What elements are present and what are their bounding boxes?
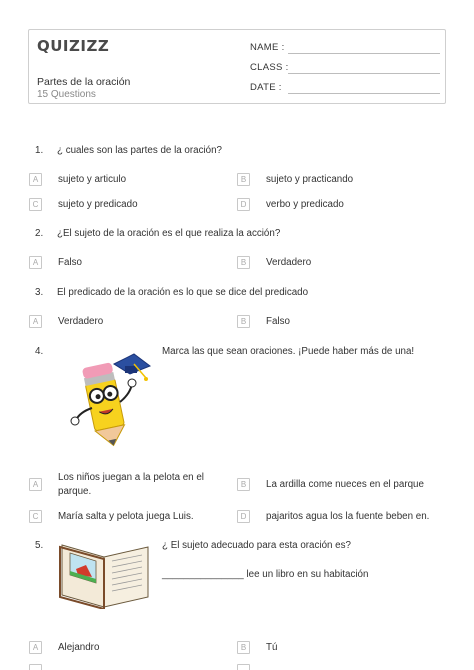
- option-letter-badge-partial: [29, 664, 42, 670]
- option-text: Los niños juegan a la pelota en el parque.: [58, 472, 204, 497]
- option-text: sujeto y predicado: [58, 199, 138, 210]
- class-line: [288, 73, 440, 74]
- worksheet-title: Partes de la oración: [37, 76, 131, 88]
- date-label: DATE :: [250, 82, 282, 93]
- option-letter-badge-partial: [237, 664, 250, 670]
- option-letter-badge: B: [237, 478, 250, 491]
- option-letter-badge: A: [29, 641, 42, 654]
- option-text: La ardilla come nueces en el parque: [266, 479, 424, 490]
- question-number: 2.: [35, 228, 44, 239]
- class-label: CLASS :: [250, 62, 289, 73]
- option-text: verbo y predicado: [266, 199, 344, 210]
- option-letter-badge: D: [237, 510, 250, 523]
- question-text: ¿El sujeto de la oración es el que realiza la acción?: [57, 228, 281, 239]
- option-text: sujeto y articulo: [58, 174, 127, 185]
- pencil-mascot-image: [62, 350, 152, 450]
- question-number: 3.: [35, 287, 44, 298]
- option-text: Verdadero: [266, 257, 312, 268]
- question-count: 15 Questions: [37, 89, 96, 100]
- option-letter-badge: A: [29, 256, 42, 269]
- name-line: [288, 53, 440, 54]
- name-field[interactable]: [250, 42, 285, 53]
- question-text: ¿ cuales son las partes de la oración?: [57, 145, 223, 156]
- option-text: Tú: [266, 642, 278, 653]
- option-text: Falso: [58, 257, 82, 268]
- option-text: sujeto y practicando: [266, 174, 354, 185]
- option-text: Verdadero: [58, 316, 104, 327]
- question-number: 5.: [35, 540, 44, 551]
- date-line: [288, 93, 440, 94]
- option-text: Alejandro: [58, 642, 100, 653]
- open-book-image: [58, 537, 152, 609]
- question-sentence: _______________ lee un libro en su habitación: [162, 569, 369, 580]
- question-text: El predicado de la oración es lo que se dice del predicado: [57, 287, 309, 298]
- option-letter-badge: D: [237, 198, 250, 211]
- option-letter-badge: A: [29, 478, 42, 491]
- question-number: 1.: [35, 145, 44, 156]
- option-text: María salta y pelota juega Luis.: [58, 511, 194, 522]
- question-text: ¿ El sujeto adecuado para esta oración es?: [162, 540, 351, 551]
- option-text: pajaritos agua los la fuente beben en.: [266, 511, 430, 522]
- option-letter-badge: B: [237, 641, 250, 654]
- question-text: Marca las que sean oraciones. ¡Puede haber más de una!: [162, 346, 415, 357]
- option-letter-badge: C: [29, 510, 42, 523]
- name-label: NAME :: [250, 42, 285, 53]
- option-letter-badge: B: [237, 315, 250, 328]
- option-letter-badge: B: [237, 256, 250, 269]
- class-field[interactable]: [250, 62, 289, 73]
- date-field[interactable]: [250, 82, 282, 93]
- option-letter-badge: B: [237, 173, 250, 186]
- option-letter-badge: A: [29, 173, 42, 186]
- option-letter-badge: C: [29, 198, 42, 211]
- option-text: Falso: [266, 316, 290, 327]
- worksheet-header: [28, 29, 446, 104]
- option-letter-badge: A: [29, 315, 42, 328]
- quizizz-logo: QUIZIZZ: [37, 37, 110, 55]
- question-number: 4.: [35, 346, 44, 357]
